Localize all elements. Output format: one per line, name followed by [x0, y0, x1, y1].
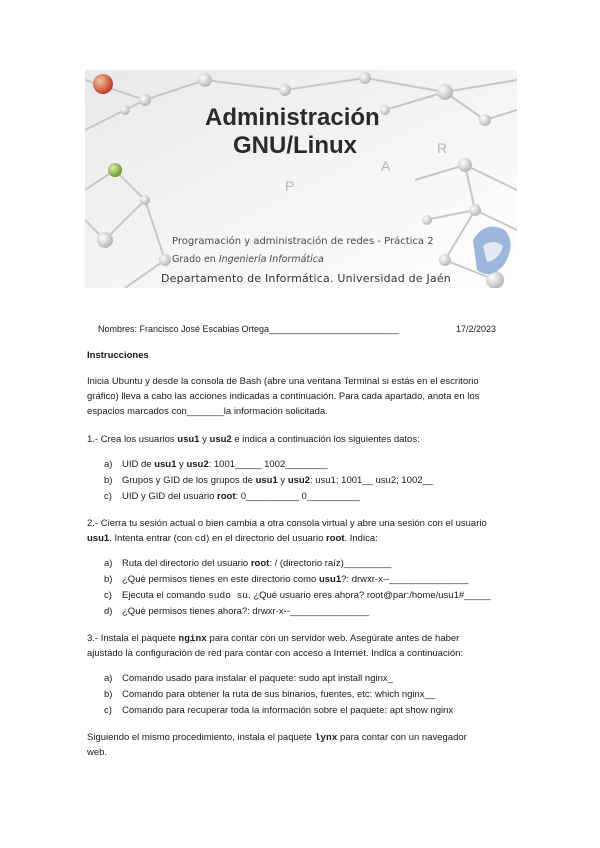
- banner-subtitle-course: Programación y administración de redes - Práctica 2: [172, 236, 434, 247]
- question-2-text-line2: usu1. Intenta entrar (con cd) en el directorio del usuario root. Indica:: [87, 533, 378, 544]
- background-letter: R: [437, 140, 448, 156]
- names-field: Nombres: Francisco José Escabias Ortega__________________________: [98, 324, 400, 334]
- question-1b-item: b) Grupos y GID de los grupos de usu1 y usu2: usu1; 1001__ usu2; 1002__: [104, 475, 434, 486]
- final-text-line1: Siguiendo el mismo procedimiento, instala el paquete lynx para contar con un navegador: [87, 732, 467, 743]
- question-3-text-line1: 3.- Instala el paquete nginx para contar con un servidor web. Asegúrate antes de haber: [87, 633, 460, 644]
- background-letter: A: [381, 158, 391, 174]
- question-1c-item: c) UID y GID del usuario root: 0__________ 0__________: [104, 491, 360, 502]
- banner-title-line2: GNU/Linux: [233, 132, 357, 159]
- question-2b-item: b) ¿Qué permisos tienes en este directorio como usu1?: drwxr-x--_______________: [104, 574, 469, 585]
- question-2c-item: c) Ejecuta el comando sudo su. ¿Qué usuario eres ahora? root@par:/home/usu1#_____: [104, 590, 491, 601]
- question-3b-item: b) Comando para obtener la ruta de sus binarios, fuentes, etc: which nginx__: [104, 689, 436, 700]
- instructions-text-line2: gráfico) lleva a cabo las acciones indicadas a continuación. Para cada apartado, anota en los: [87, 391, 480, 402]
- date-field: 17/2/2023: [456, 324, 497, 334]
- question-3-text-line2: ajustado la configuración de red para contar con acceso a Internet. Indica a continuación:: [87, 648, 464, 659]
- instructions-text-line1: Inicia Ubuntu y desde la consola de Bash (abre una ventana Terminal si estás en el escritorio: [87, 376, 479, 387]
- question-3c-item: c) Comando para recuperar toda la información sobre el paquete: apt show nginx: [104, 705, 454, 716]
- final-text-line2: web.: [87, 747, 108, 758]
- question-3a-item: a) Comando usado para instalar el paquete: sudo apt install nginx_: [104, 673, 393, 684]
- question-1a-item: a) UID de usu1 y usu2: 1001_____ 1002________: [104, 459, 328, 470]
- question-2-text-line1: 2.- Cierra tu sesión actual o bien cambia a otra consola virtual y abre una sesión con el usuario: [87, 518, 487, 529]
- cover-banner: [85, 70, 517, 288]
- instructions-text-line3: espacios marcados con_______la información solicitada.: [87, 406, 328, 417]
- question-1-text: 1.- Crea los usuarios usu1 y usu2 e indica a continuación los siguientes datos:: [87, 434, 420, 445]
- instructions-heading: Instrucciones: [87, 350, 149, 361]
- question-2d-item: d) ¿Qué permisos tienes ahora?: drwxr-x--_______________: [104, 606, 370, 617]
- banner-title-line1: Administración: [205, 104, 380, 131]
- background-letter: P: [285, 178, 295, 194]
- question-2a-item: a) Ruta del directorio del usuario root: / (directorio raíz)_________: [104, 558, 392, 569]
- banner-subtitle-department: Departamento de Informática. Universidad de Jaén: [161, 272, 451, 285]
- banner-subtitle-degree: Grado en Ingeniería Informática: [172, 254, 324, 265]
